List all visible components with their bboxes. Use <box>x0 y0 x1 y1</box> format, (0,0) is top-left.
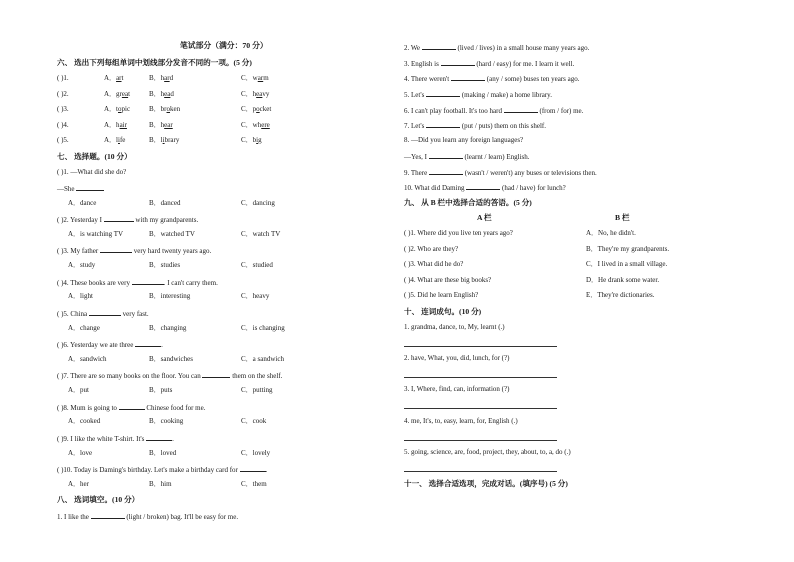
sec10-item-3: 3. I, Where, find, can, information (?) <box>404 385 510 393</box>
sec8-heading: 八、 选词填空。(10 分） <box>57 495 140 504</box>
q7-3-opt-b: B．studies <box>149 261 181 269</box>
option-a: A．great <box>104 90 131 98</box>
answer-line[interactable] <box>404 408 557 409</box>
answer-line[interactable] <box>404 377 557 378</box>
answer-blank[interactable] <box>104 214 134 222</box>
answer-blank[interactable] <box>426 120 460 128</box>
sec9-q3: ( )3. What did he do? <box>404 260 464 268</box>
answer-blank[interactable] <box>89 308 121 316</box>
sec9-a1: A．No, he didn't. <box>586 229 636 237</box>
answer-blank[interactable] <box>100 245 132 253</box>
option-b: B．broken <box>149 105 181 113</box>
sec10-item-2: 2. have, What, you, did, lunch, for (?) <box>404 354 510 362</box>
q7-3-stem: ( )3. My father very hard twenty years ago. <box>57 247 212 255</box>
q7-5-opt-c: C．is changing <box>241 324 285 332</box>
option-a: A．hair <box>104 121 127 129</box>
sec7-heading: 七、 选择题。(10 分） <box>57 152 132 161</box>
col-b-header: B 栏 <box>615 213 630 222</box>
q-num: ( )2. <box>57 90 69 98</box>
q8-8-answer: —Yes, I (learnt / learn) English. <box>404 153 530 161</box>
q-num: ( )5. <box>57 136 69 144</box>
q7-4-stem: ( )4. These books are very . I can't carry them. <box>57 279 218 287</box>
answer-line[interactable] <box>404 346 557 347</box>
sec6-heading: 六、 选出下列每组单词中划线部分发音不同的一项。(5 分) <box>57 58 252 67</box>
q7-6-opt-c: C．a sandwich <box>241 355 284 363</box>
option-b: B．hear <box>149 121 173 129</box>
sec10-item-4: 4. me, It's, to, easy, learn, for, English (.) <box>404 417 518 425</box>
option-b: B．hard <box>149 74 174 82</box>
sec9-q5: ( )5. Did he learn English? <box>404 291 479 299</box>
q7-7-stem: ( )7. There are so many books on the floor. You can them on the shelf. <box>57 372 283 380</box>
q7-3-opt-a: A．study <box>68 261 96 269</box>
answer-line[interactable] <box>404 471 557 472</box>
q7-1-opt-a: A．dance <box>68 199 97 207</box>
option-a: A．life <box>104 136 126 144</box>
q7-9-opt-c: C．lovely <box>241 449 271 457</box>
right-column <box>397 0 794 562</box>
col-a-header: A 栏 <box>477 213 492 222</box>
q7-10-opt-b: B．him <box>149 480 172 488</box>
answer-blank[interactable] <box>429 151 463 159</box>
sec9-a5: E．They're dictionaries. <box>586 291 655 299</box>
q7-8-opt-a: A．cooked <box>68 417 101 425</box>
answer-blank[interactable] <box>135 339 161 347</box>
q7-10-opt-a: A．her <box>68 480 89 488</box>
sec9-heading: 九、 从 B 栏中选择合适的答语。(5 分) <box>404 198 532 207</box>
answer-blank[interactable] <box>119 402 145 410</box>
sec9-q4: ( )4. What are these big books? <box>404 276 492 284</box>
answer-blank[interactable] <box>422 42 456 50</box>
option-c: C．pocket <box>241 105 272 113</box>
q7-5-opt-a: A．change <box>68 324 100 332</box>
q7-9-opt-b: B．loved <box>149 449 177 457</box>
q8-5: 5. Let's (making / make) a home library. <box>404 91 552 99</box>
q7-7-opt-b: B．puts <box>149 386 173 394</box>
q8-6: 6. I can't play football. It's too hard (from / for) me. <box>404 107 584 115</box>
answer-blank[interactable] <box>146 433 172 441</box>
option-c: C．where <box>241 121 270 129</box>
answer-blank[interactable] <box>76 183 104 191</box>
q7-8-opt-b: B．cooking <box>149 417 184 425</box>
q7-1-opt-b: B．danced <box>149 199 181 207</box>
option-b: B．library <box>149 136 180 144</box>
option-a: A．art <box>104 74 124 82</box>
q7-9-stem: ( )9. I like the white T-shirt. It's . <box>57 435 174 443</box>
answer-blank[interactable] <box>91 511 125 519</box>
q7-1-stem: ( )1. —What did she do? <box>57 168 127 176</box>
section-title: 笔试部分（满分：70 分） <box>180 41 268 50</box>
answer-blank[interactable] <box>202 370 230 378</box>
answer-line[interactable] <box>404 440 557 441</box>
q7-4-opt-b: B．interesting <box>149 292 191 300</box>
q7-6-stem: ( )6. Yesterday we ate three . <box>57 341 163 349</box>
answer-blank[interactable] <box>504 105 538 113</box>
q8-1: 1. I like the (light / broken) bag. It'll be easy for me. <box>57 513 239 521</box>
sec9-q1: ( )1. Where did you live ten years ago? <box>404 229 513 237</box>
answer-blank[interactable] <box>466 182 500 190</box>
q7-9-opt-a: A．love <box>68 449 93 457</box>
answer-blank[interactable] <box>426 89 460 97</box>
option-c: C．heavy <box>241 90 270 98</box>
q7-4-opt-a: A．light <box>68 292 93 300</box>
q7-7-opt-a: A．put <box>68 386 89 394</box>
sec9-a3: C．I lived in a small village. <box>586 260 668 268</box>
q7-2-opt-b: B．watched TV <box>149 230 195 238</box>
q7-2-stem: ( )2. Yesterday I with my grandparents. <box>57 216 199 224</box>
q7-8-opt-c: C．cook <box>241 417 267 425</box>
option-c: C．big <box>241 136 262 144</box>
q8-4: 4. There weren't (any / some) buses ten years ago. <box>404 75 580 83</box>
q7-7-opt-c: C．putting <box>241 386 273 394</box>
sec9-a4: D．He drank some water. <box>586 276 660 284</box>
q8-9: 9. There (wasn't / weren't) any buses or televisions then. <box>404 169 597 177</box>
sec9-a2: B．They're my grandparents. <box>586 245 670 253</box>
sec10-item-5: 5. going, science, are, food, project, they, about, to, a, do (.) <box>404 448 571 456</box>
q8-8: 8. —Did you learn any foreign languages? <box>404 136 524 144</box>
answer-blank[interactable] <box>240 464 266 472</box>
answer-blank[interactable] <box>451 73 485 81</box>
q7-3-opt-c: C．studied <box>241 261 273 269</box>
answer-blank[interactable] <box>429 167 463 175</box>
q7-6-opt-b: B．sandwiches <box>149 355 193 363</box>
q7-4-opt-c: C．heavy <box>241 292 270 300</box>
q-num: ( )3. <box>57 105 69 113</box>
q7-10-stem: ( )10. Today is Daming's birthday. Let's make a birthday card for . <box>57 466 268 474</box>
sec10-heading: 十、 连词成句。(10 分) <box>404 307 482 316</box>
q7-2-opt-a: A．is watching TV <box>68 230 124 238</box>
sec9-q2: ( )2. Who are they? <box>404 245 459 253</box>
answer-blank[interactable] <box>132 277 164 285</box>
q7-8-stem: ( )8. Mum is going to Chinese food for me. <box>57 404 206 412</box>
q8-2: 2. We (lived / lives) in a small house many years ago. <box>404 44 590 52</box>
q7-5-opt-b: B．changing <box>149 324 187 332</box>
q7-1-answer-line: —She <box>57 183 104 194</box>
q7-10-opt-c: C．them <box>241 480 267 488</box>
q8-10: 10. What did Daming (had / have) for lunch? <box>404 184 566 192</box>
q-num: ( )4. <box>57 121 69 129</box>
option-a: A．topic <box>104 105 131 113</box>
q8-3: 3. English is (hard / easy) for me. I learn it well. <box>404 60 575 68</box>
q7-1-opt-c: C．dancing <box>241 199 275 207</box>
q7-2-opt-c: C．watch TV <box>241 230 281 238</box>
q-num: ( )1. <box>57 74 69 82</box>
sec10-item-1: 1. grandma, dance, to, My, learnt (.) <box>404 323 505 331</box>
option-b: B．head <box>149 90 174 98</box>
q7-5-stem: ( )5. China very fast. <box>57 310 149 318</box>
option-c: C．warm <box>241 74 269 82</box>
q7-6-opt-a: A．sandwich <box>68 355 107 363</box>
q8-7: 7. Let's (put / puts) them on this shelf. <box>404 122 547 130</box>
answer-blank[interactable] <box>441 58 475 66</box>
sec11-heading: 十一、 选择合适选项，完成对话。(填序号) (5 分) <box>404 479 568 488</box>
